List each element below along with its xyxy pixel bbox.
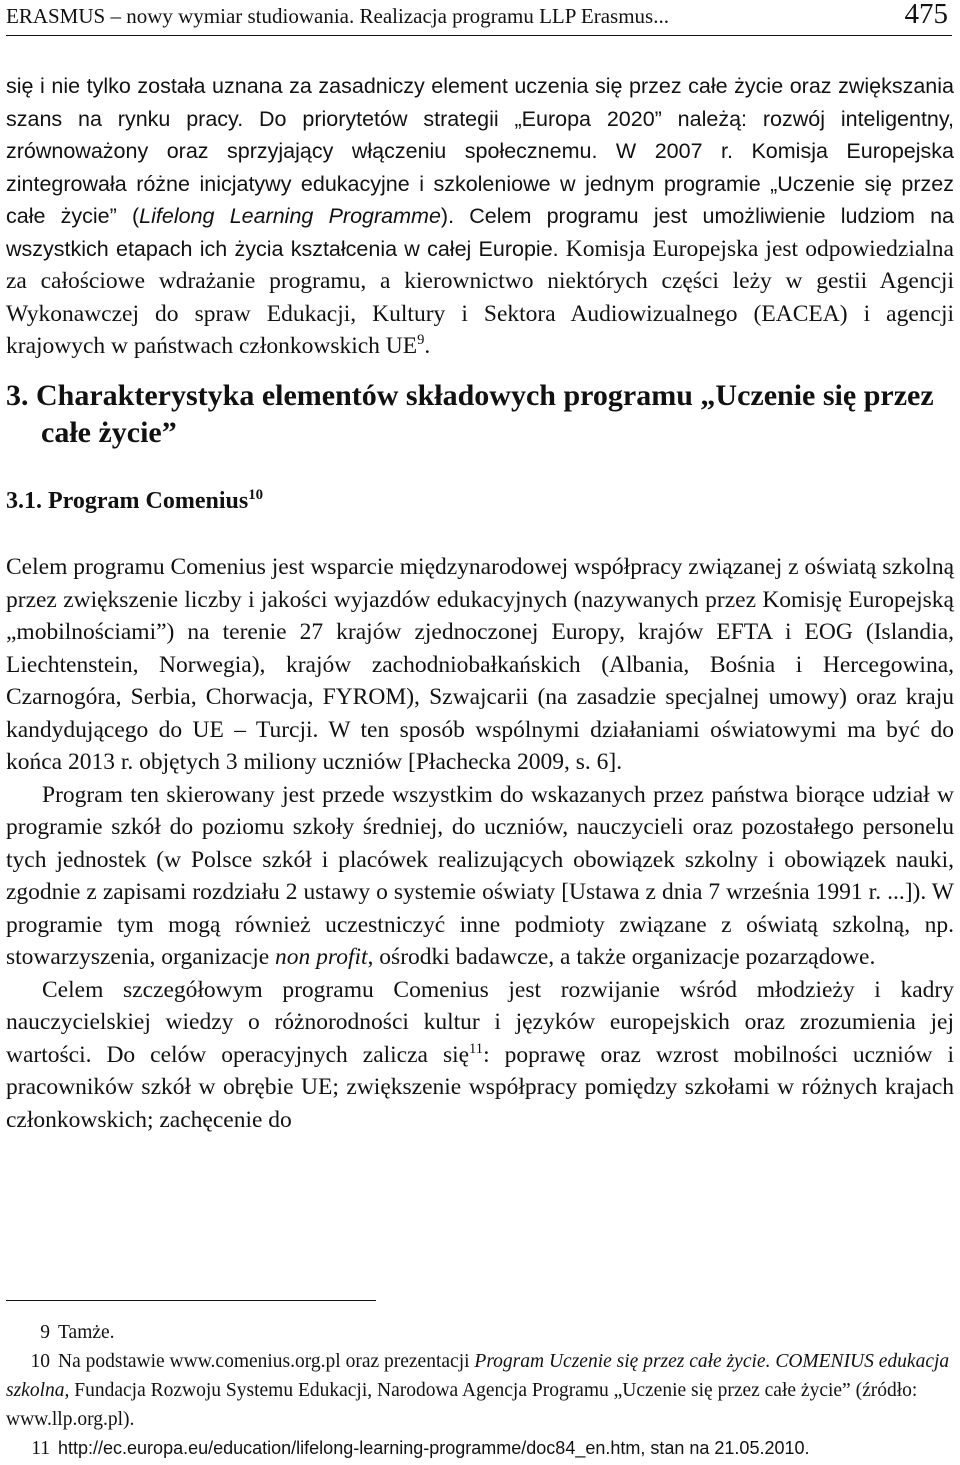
section-number: 3.: [6, 378, 29, 412]
paragraph-intro-italic: Lifelong Learning Programme: [139, 204, 441, 228]
footnote-mark: 11: [31, 1438, 50, 1459]
section-title: Charakterystyka elementów składowych programu „Uczenie się przez całe życie”: [36, 378, 934, 449]
footnote-text-cont: Fundacja Rozwoju Systemu Edukacji, Narodowa Agencja Programu „Uczenie się przez całe życie” (źródło: www.llp.org.pl).: [6, 1380, 918, 1430]
footnote-ref-9[interactable]: 9: [417, 332, 425, 349]
section-heading: [6, 377, 954, 451]
paragraph-target-groups-part-b: , ośrodki badawcze, a także organizacje pozarządowe.: [367, 944, 876, 970]
footnotes: [6, 1318, 954, 1463]
paragraph-target-groups-italic: non profit: [275, 944, 368, 970]
running-header-title: ERASMUS – nowy wymiar studiowania. Realizacja programu LLP Erasmus...: [6, 4, 669, 28]
footnote-ref-11[interactable]: 11: [469, 1040, 484, 1057]
footnote-ref-10[interactable]: 10: [248, 486, 264, 503]
footnote-italic-title: Program Uczenie się przez całe życie. COMENIUS edukacja szkolna,: [6, 1351, 950, 1401]
page-number: 475: [904, 0, 948, 30]
paragraph-intro-part-c: Komisja Europejska jest odpowiedzialna za całościowe wdrażanie programu, a kierownictwo niektórych części leży w gestii Agencji Wykonawczej do spraw Edukacji, Kultury i Sektora Audiowizualnego (EACEA) i agencji krajowych w państwach członkowskich UE: [6, 235, 954, 359]
footnote-separator: [6, 1300, 376, 1301]
paragraph-target-groups-part-a: Program ten skierowany jest przede wszystkim do wskazanych przez państwa biorące udział w programie szkół do poziomu szkoły średniej, do uczniów, nauczycieli oraz pozostałego personelu tych jednostek (w Polsce szkół i placówek realizujących obowiązek szkolny i obowiązek nauki, zgodnie z zapisami rozdziału 2 ustawy o systemie oświaty [Ustawa z dnia 7 września 1991 r. ...]). W programie tym mogą również uczestniczyć inne podmioty związane z oświatą szkolną, np. stowarzyszenia, organizacje: [6, 781, 954, 970]
paragraph-intro: [6, 70, 954, 363]
footnote-10: [6, 1347, 954, 1434]
footnote-text: Na podstawie www.comenius.org.pl oraz prezentacji: [58, 1351, 475, 1372]
running-header: [6, 0, 952, 36]
subsection-title: 3.1. Program Comenius: [6, 487, 249, 514]
body-text: [6, 70, 954, 1136]
paragraph-intro-part-b: ). Celem programu jest umożliwienie ludziom na wszystkich etapach ich życia kształcenia w całej Europie.: [6, 204, 954, 261]
paragraph-detailed-goal-part-a: Celem szczegółowym programu Comenius jest rozwijanie wśród młodzieży i kadry nauczycielskiej wiedzy o różnorodności kultur i języków europejskich oraz zrozumienia jej wartości. Do celów operacyjnych zalicza się: [6, 976, 954, 1068]
footnote-text: Tamże.: [58, 1322, 115, 1343]
header-rule: [6, 35, 952, 36]
subsection-heading: [6, 485, 954, 518]
paragraph-intro-end: .: [424, 333, 431, 359]
footnote-mark: 9: [40, 1322, 50, 1343]
footnote-mark: 10: [30, 1351, 50, 1372]
paragraph-detailed-goal-part-b: : poprawę oraz wzrost mobilności uczniów i pracowników szkół w obrębie UE; zwiększenie współpracy pomiędzy szkołami w różnych krajach członkowskich; zachęcenie do: [6, 1041, 954, 1133]
paragraph-detailed-goal: [6, 974, 954, 1137]
footnote-11: [6, 1434, 954, 1463]
footnote-9: [6, 1318, 954, 1347]
paragraph-target-groups: [6, 779, 954, 974]
paragraph-comenius-goal: Celem programu Comenius jest wsparcie międzynarodowej współpracy związanej z oświatą szkolną przez zwiększenie liczby i jakości wyjazdów edukacyjnych (nazywanych przez Komisję Europejską „mobilnościami”) na terenie 27 krajów zjednoczonej Europy, krajów EFTA i EOG (Islandia, Liechtenstein, Norwegia), krajów zachodniobałkańskich (Albania, Bośnia i Hercegowina, Czarnogóra, Serbia, Chorwacja, FYROM), Szwajcarii (na zasadzie specjalnej umowy) oraz kraju kandydującego do UE – Turcji. W ten sposób wspólnymi działaniami oświatowymi ma być do końca 2013 r. objętych 3 miliony uczniów [Płachecka 2009, s. 6].: [6, 554, 954, 775]
paragraph-intro-part-a: się i nie tylko została uznana za zasadniczy element uczenia się przez całe życie oraz zwiększania szans na rynku pracy. Do priorytetów strategii „Europa 2020” należą: rozwój inteligentny, zrównoważony oraz sprzyjający włączeniu społecznemu. W 2007 r. Komisja Europejska zintegrowała różne inicjatywy edukacyjne i szkoleniowe w jednym programie „Uczenie się przez całe życie” (: [6, 74, 954, 228]
footnote-link[interactable]: http://ec.europa.eu/education/lifelong-learning-programme/doc84_en.htm, stan na 21.05.2010.: [58, 1438, 810, 1458]
